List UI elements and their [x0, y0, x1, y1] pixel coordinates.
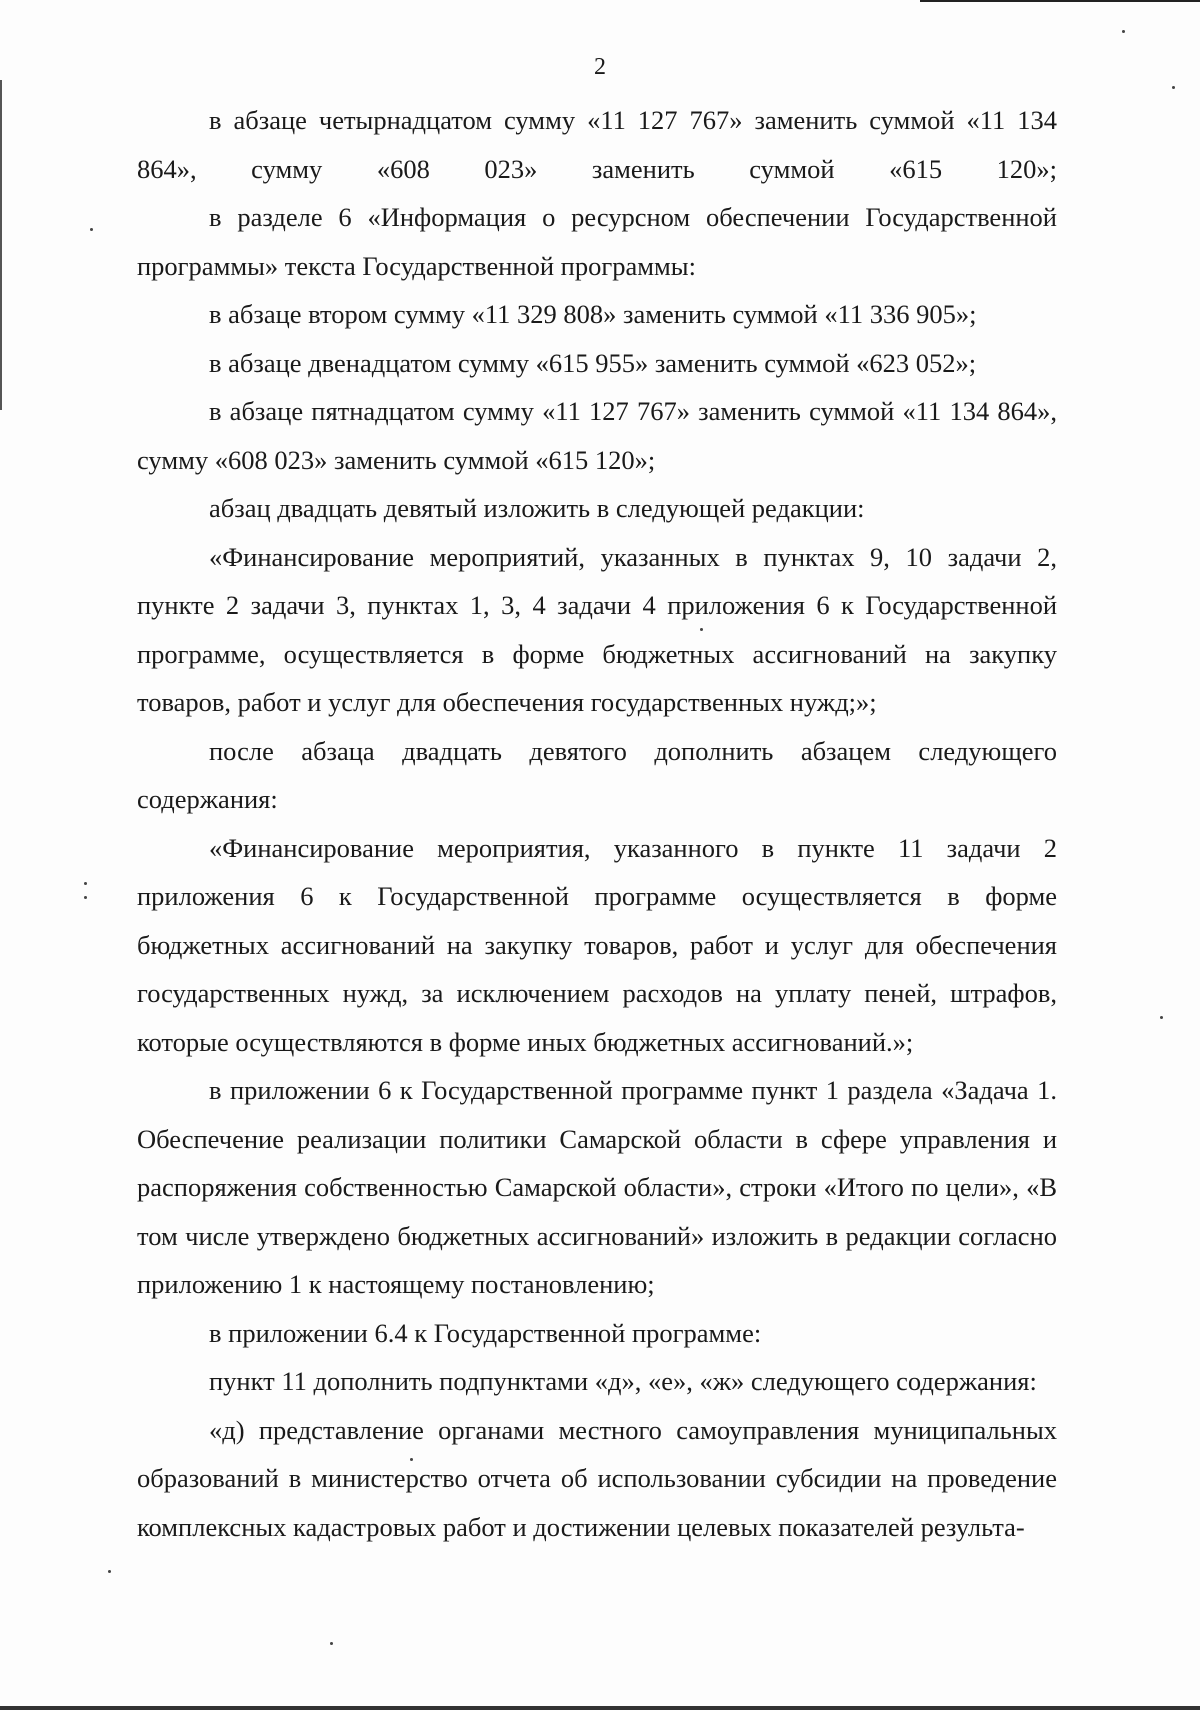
paragraph: в приложении 6.4 к Государственной программе:: [209, 1317, 762, 1348]
scan-artifact-left-edge: [0, 80, 2, 410]
paragraph: пункт 11 дополнить подпунктами «д», «е», «ж» следующего содержания:: [209, 1366, 1037, 1396]
scan-speck: [700, 628, 703, 631]
scan-artifact-bottom-line: [0, 1706, 1200, 1710]
scan-speck: [108, 1570, 111, 1573]
page-number: 2: [594, 54, 606, 80]
scan-speck: [1160, 1016, 1163, 1019]
scan-speck: [1122, 30, 1125, 33]
scan-speck: [90, 228, 93, 231]
scan-speck: [84, 896, 87, 899]
scan-speck: [84, 882, 87, 885]
paragraph: в абзаце пятнадцатом сумму «11 127 767» заменить суммой «11 134 864», сумму «608 023» заменить суммой «615 120»;: [137, 396, 1057, 475]
paragraph: абзац двадцать девятый изложить в следующей редакции:: [209, 493, 865, 523]
paragraph: «Финансирование мероприятий, указанных в пунктах 9, 10 задачи 2, пункте 2 задачи 3, пунктах 1, 3, 4 задачи 4 приложения 6 к Государственной программе, осуществляется в форме бюджетных ассигнований на закупку товаров, работ и услуг для обеспечения государственных нужд;»;: [137, 541, 1057, 717]
paragraph: в абзаце двенадцатом сумму «615 955» заменить суммой «623 052»;: [209, 347, 977, 378]
scan-speck: [1172, 86, 1175, 89]
scan-speck: [410, 1458, 413, 1461]
paragraph: в разделе 6 «Информация о ресурсном обеспечении Государственной программы» текста Государственной программы:: [137, 202, 1057, 281]
paragraph: «Финансирование мероприятия, указанного в пункте 11 задачи 2 приложения 6 к Государственной программе осуществляется в форме бюджетных ассигнований на закупку товаров, работ и услуг для обеспечения государственных нужд, за исключением расходов на уплату пеней, штрафов, которые осуществляются в форме иных бюджетных ассигнований.»;: [137, 832, 1057, 1057]
paragraph: «д) представление органами местного самоуправления муниципальных образований в министерство отчета об использовании субсидии на проведение комплексных кадастровых работ и достижении целевых показателей результа-: [137, 1414, 1057, 1542]
paragraph: после абзаца двадцать девятого дополнить абзацем следующего содержания:: [137, 735, 1057, 814]
scan-speck: [330, 1642, 333, 1645]
paragraph: в абзаце втором сумму «11 329 808» заменить суммой «11 336 905»;: [209, 299, 977, 329]
document-body: [137, 96, 1057, 1551]
scan-artifact-top-line: [920, 0, 1200, 2]
paragraph: в приложении 6 к Государственной программе пункт 1 раздела «Задача 1. Обеспечение реализации политики Самарской области в сфере управления и распоряжения собственностью Самарской области», строки «Итого по цели», «В том числе утверждено бюджетных ассигнований» изложить в редакции согласно приложению 1 к настоящему постановлению;: [137, 1075, 1057, 1299]
paragraph: в абзаце четырнадцатом сумму «11 127 767» заменить суммой «11 134 864», сумму «608 023» заменить суммой «615 120»;: [137, 105, 1057, 184]
